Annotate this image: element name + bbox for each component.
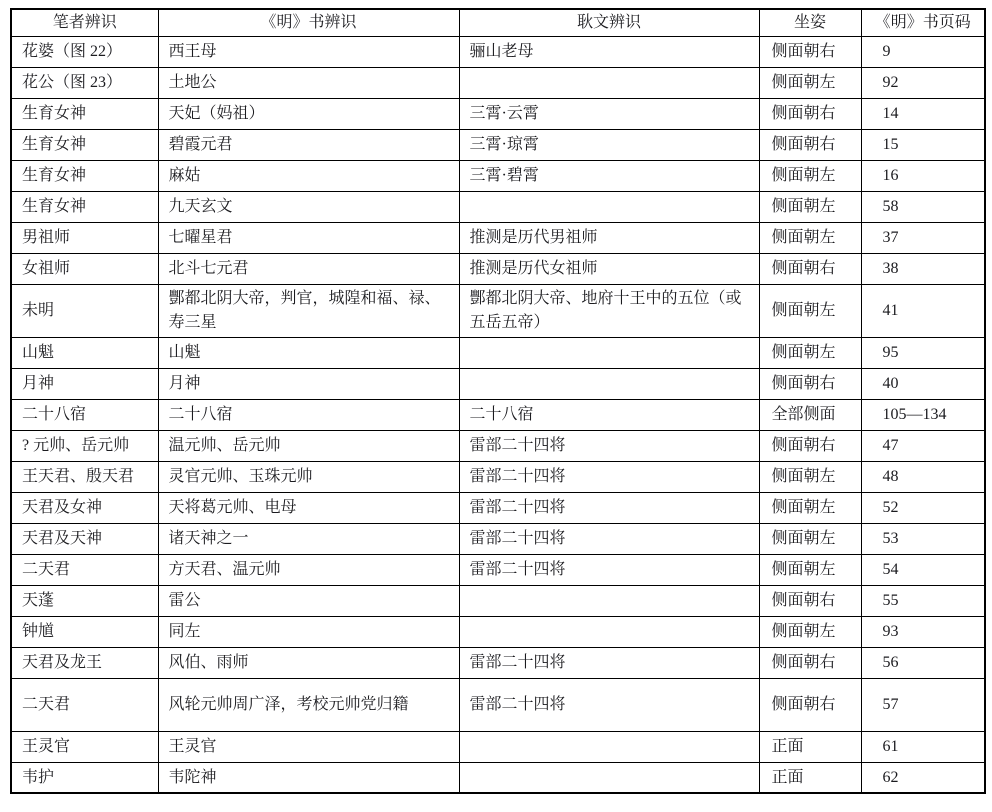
table-cell bbox=[459, 337, 759, 368]
table-cell: 女祖师 bbox=[11, 253, 158, 284]
table-cell: 侧面朝左 bbox=[759, 616, 861, 647]
table-row bbox=[11, 492, 985, 523]
table-row bbox=[11, 129, 985, 160]
table-cell: 三霄·琼霄 bbox=[459, 129, 759, 160]
table-cell: 41 bbox=[861, 284, 985, 337]
table-cell: 生育女神 bbox=[11, 191, 158, 222]
column-header: 笔者辨识 bbox=[11, 9, 158, 36]
table-cell: 侧面朝右 bbox=[759, 368, 861, 399]
table-cell: 山魁 bbox=[158, 337, 459, 368]
table-cell bbox=[459, 762, 759, 793]
table-cell: 48 bbox=[861, 461, 985, 492]
table-cell: 全部侧面 bbox=[759, 399, 861, 430]
table-cell: 雷部二十四将 bbox=[459, 492, 759, 523]
table-cell: 山魁 bbox=[11, 337, 158, 368]
table-cell: 61 bbox=[861, 731, 985, 762]
table-cell: 月神 bbox=[11, 368, 158, 399]
table-cell: 七曜星君 bbox=[158, 222, 459, 253]
table-row bbox=[11, 678, 985, 731]
table-cell: 侧面朝左 bbox=[759, 284, 861, 337]
table-cell: 侧面朝左 bbox=[759, 160, 861, 191]
table-cell: 西王母 bbox=[158, 36, 459, 67]
table-cell: 雷部二十四将 bbox=[459, 430, 759, 461]
table-cell: 14 bbox=[861, 98, 985, 129]
table-row bbox=[11, 191, 985, 222]
table-cell: 15 bbox=[861, 129, 985, 160]
table-cell: 推测是历代女祖师 bbox=[459, 253, 759, 284]
table-cell: 正面 bbox=[759, 731, 861, 762]
table-cell bbox=[459, 191, 759, 222]
table-cell: 53 bbox=[861, 523, 985, 554]
table-cell: 骊山老母 bbox=[459, 36, 759, 67]
table-cell: 雷部二十四将 bbox=[459, 461, 759, 492]
table-cell: 天妃（妈祖） bbox=[158, 98, 459, 129]
table-cell: 酆都北阴大帝、地府十王中的五位（或五岳五帝） bbox=[459, 284, 759, 337]
table-cell: 温元帅、岳元帅 bbox=[158, 430, 459, 461]
table-cell: 推测是历代男祖师 bbox=[459, 222, 759, 253]
table-cell: 天将葛元帅、电母 bbox=[158, 492, 459, 523]
table-cell: 侧面朝左 bbox=[759, 337, 861, 368]
table-cell: 雷部二十四将 bbox=[459, 554, 759, 585]
table-cell: 52 bbox=[861, 492, 985, 523]
table-cell: 碧霞元君 bbox=[158, 129, 459, 160]
table-row bbox=[11, 222, 985, 253]
table-cell bbox=[459, 67, 759, 98]
table-cell: 钟馗 bbox=[11, 616, 158, 647]
table-cell: 侧面朝左 bbox=[759, 67, 861, 98]
table-cell: 侧面朝右 bbox=[759, 129, 861, 160]
table-cell: 正面 bbox=[759, 762, 861, 793]
table-cell: 侧面朝右 bbox=[759, 678, 861, 731]
table-cell: 侧面朝左 bbox=[759, 222, 861, 253]
table-cell: 二十八宿 bbox=[11, 399, 158, 430]
table-row bbox=[11, 160, 985, 191]
table-row bbox=[11, 368, 985, 399]
table-row bbox=[11, 399, 985, 430]
table-cell: 95 bbox=[861, 337, 985, 368]
table-row bbox=[11, 67, 985, 98]
header-row bbox=[11, 9, 985, 36]
table-cell: 58 bbox=[861, 191, 985, 222]
table-cell: 王天君、殷天君 bbox=[11, 461, 158, 492]
column-header: 坐姿 bbox=[759, 9, 861, 36]
table-row bbox=[11, 98, 985, 129]
table-cell: 未明 bbox=[11, 284, 158, 337]
table-cell: 雷部二十四将 bbox=[459, 678, 759, 731]
table-cell: 55 bbox=[861, 585, 985, 616]
table-cell: 侧面朝右 bbox=[759, 647, 861, 678]
table-cell: 风伯、雨师 bbox=[158, 647, 459, 678]
table-row bbox=[11, 253, 985, 284]
table-cell: 风轮元帅周广泽，考校元帅党归籍 bbox=[158, 678, 459, 731]
table-row bbox=[11, 585, 985, 616]
table-cell: 方天君、温元帅 bbox=[158, 554, 459, 585]
table-cell: 57 bbox=[861, 678, 985, 731]
table-row bbox=[11, 647, 985, 678]
table-cell: 侧面朝右 bbox=[759, 98, 861, 129]
table-header bbox=[11, 9, 985, 36]
table-cell: 天蓬 bbox=[11, 585, 158, 616]
table-cell: 二十八宿 bbox=[459, 399, 759, 430]
table-row bbox=[11, 616, 985, 647]
table-cell: 侧面朝左 bbox=[759, 554, 861, 585]
table-cell: 9 bbox=[861, 36, 985, 67]
table-cell: 93 bbox=[861, 616, 985, 647]
table-cell: 雷部二十四将 bbox=[459, 523, 759, 554]
table-cell: 花婆（图 22） bbox=[11, 36, 158, 67]
table-cell: 王灵官 bbox=[158, 731, 459, 762]
table-cell: 麻姑 bbox=[158, 160, 459, 191]
table-cell: 王灵官 bbox=[11, 731, 158, 762]
table-cell: 男祖师 bbox=[11, 222, 158, 253]
table-cell: 56 bbox=[861, 647, 985, 678]
table-row bbox=[11, 461, 985, 492]
table-cell: ? 元帅、岳元帅 bbox=[11, 430, 158, 461]
column-header: 《明》书页码 bbox=[861, 9, 985, 36]
table-cell: 雷部二十四将 bbox=[459, 647, 759, 678]
table-cell: 二天君 bbox=[11, 678, 158, 731]
table-cell: 天君及龙王 bbox=[11, 647, 158, 678]
table-cell: 侧面朝左 bbox=[759, 191, 861, 222]
table-row bbox=[11, 523, 985, 554]
table-cell: 灵官元帅、玉珠元帅 bbox=[158, 461, 459, 492]
deity-identification-table bbox=[10, 8, 986, 794]
table-cell bbox=[459, 731, 759, 762]
table-cell: 62 bbox=[861, 762, 985, 793]
table-cell: 92 bbox=[861, 67, 985, 98]
table-cell: 酆都北阴大帝，判官，城隍和福、禄、寿三星 bbox=[158, 284, 459, 337]
table-row bbox=[11, 337, 985, 368]
table-cell: 二天君 bbox=[11, 554, 158, 585]
table-cell: 38 bbox=[861, 253, 985, 284]
table-cell bbox=[459, 585, 759, 616]
table-cell: 天君及女神 bbox=[11, 492, 158, 523]
table-row bbox=[11, 284, 985, 337]
table-cell: 天君及天神 bbox=[11, 523, 158, 554]
table-cell: 生育女神 bbox=[11, 98, 158, 129]
table-cell: 侧面朝右 bbox=[759, 253, 861, 284]
table-cell: 韦陀神 bbox=[158, 762, 459, 793]
column-header: 《明》书辨识 bbox=[158, 9, 459, 36]
table-row bbox=[11, 762, 985, 793]
table-cell: 二十八宿 bbox=[158, 399, 459, 430]
table-cell: 韦护 bbox=[11, 762, 158, 793]
table-row bbox=[11, 731, 985, 762]
table-cell: 九天玄文 bbox=[158, 191, 459, 222]
table-cell bbox=[459, 616, 759, 647]
table-cell: 北斗七元君 bbox=[158, 253, 459, 284]
column-header: 耿文辨识 bbox=[459, 9, 759, 36]
table-row bbox=[11, 36, 985, 67]
table-cell: 侧面朝右 bbox=[759, 585, 861, 616]
table-cell: 三霄·碧霄 bbox=[459, 160, 759, 191]
table-cell: 生育女神 bbox=[11, 129, 158, 160]
table-row bbox=[11, 554, 985, 585]
table-cell: 侧面朝左 bbox=[759, 523, 861, 554]
table-cell: 47 bbox=[861, 430, 985, 461]
table-cell bbox=[459, 368, 759, 399]
table-cell: 诸天神之一 bbox=[158, 523, 459, 554]
table-cell: 105—134 bbox=[861, 399, 985, 430]
table-cell: 侧面朝左 bbox=[759, 461, 861, 492]
table-cell: 雷公 bbox=[158, 585, 459, 616]
table-cell: 40 bbox=[861, 368, 985, 399]
table-cell: 土地公 bbox=[158, 67, 459, 98]
table-cell: 54 bbox=[861, 554, 985, 585]
table-cell: 生育女神 bbox=[11, 160, 158, 191]
table-cell: 37 bbox=[861, 222, 985, 253]
table-cell: 月神 bbox=[158, 368, 459, 399]
table-row bbox=[11, 430, 985, 461]
table-cell: 16 bbox=[861, 160, 985, 191]
table-cell: 侧面朝右 bbox=[759, 36, 861, 67]
table-cell: 侧面朝右 bbox=[759, 430, 861, 461]
table-cell: 花公（图 23） bbox=[11, 67, 158, 98]
table-cell: 侧面朝左 bbox=[759, 492, 861, 523]
table-body bbox=[11, 36, 985, 793]
table-cell: 同左 bbox=[158, 616, 459, 647]
table-cell: 三霄·云霄 bbox=[459, 98, 759, 129]
